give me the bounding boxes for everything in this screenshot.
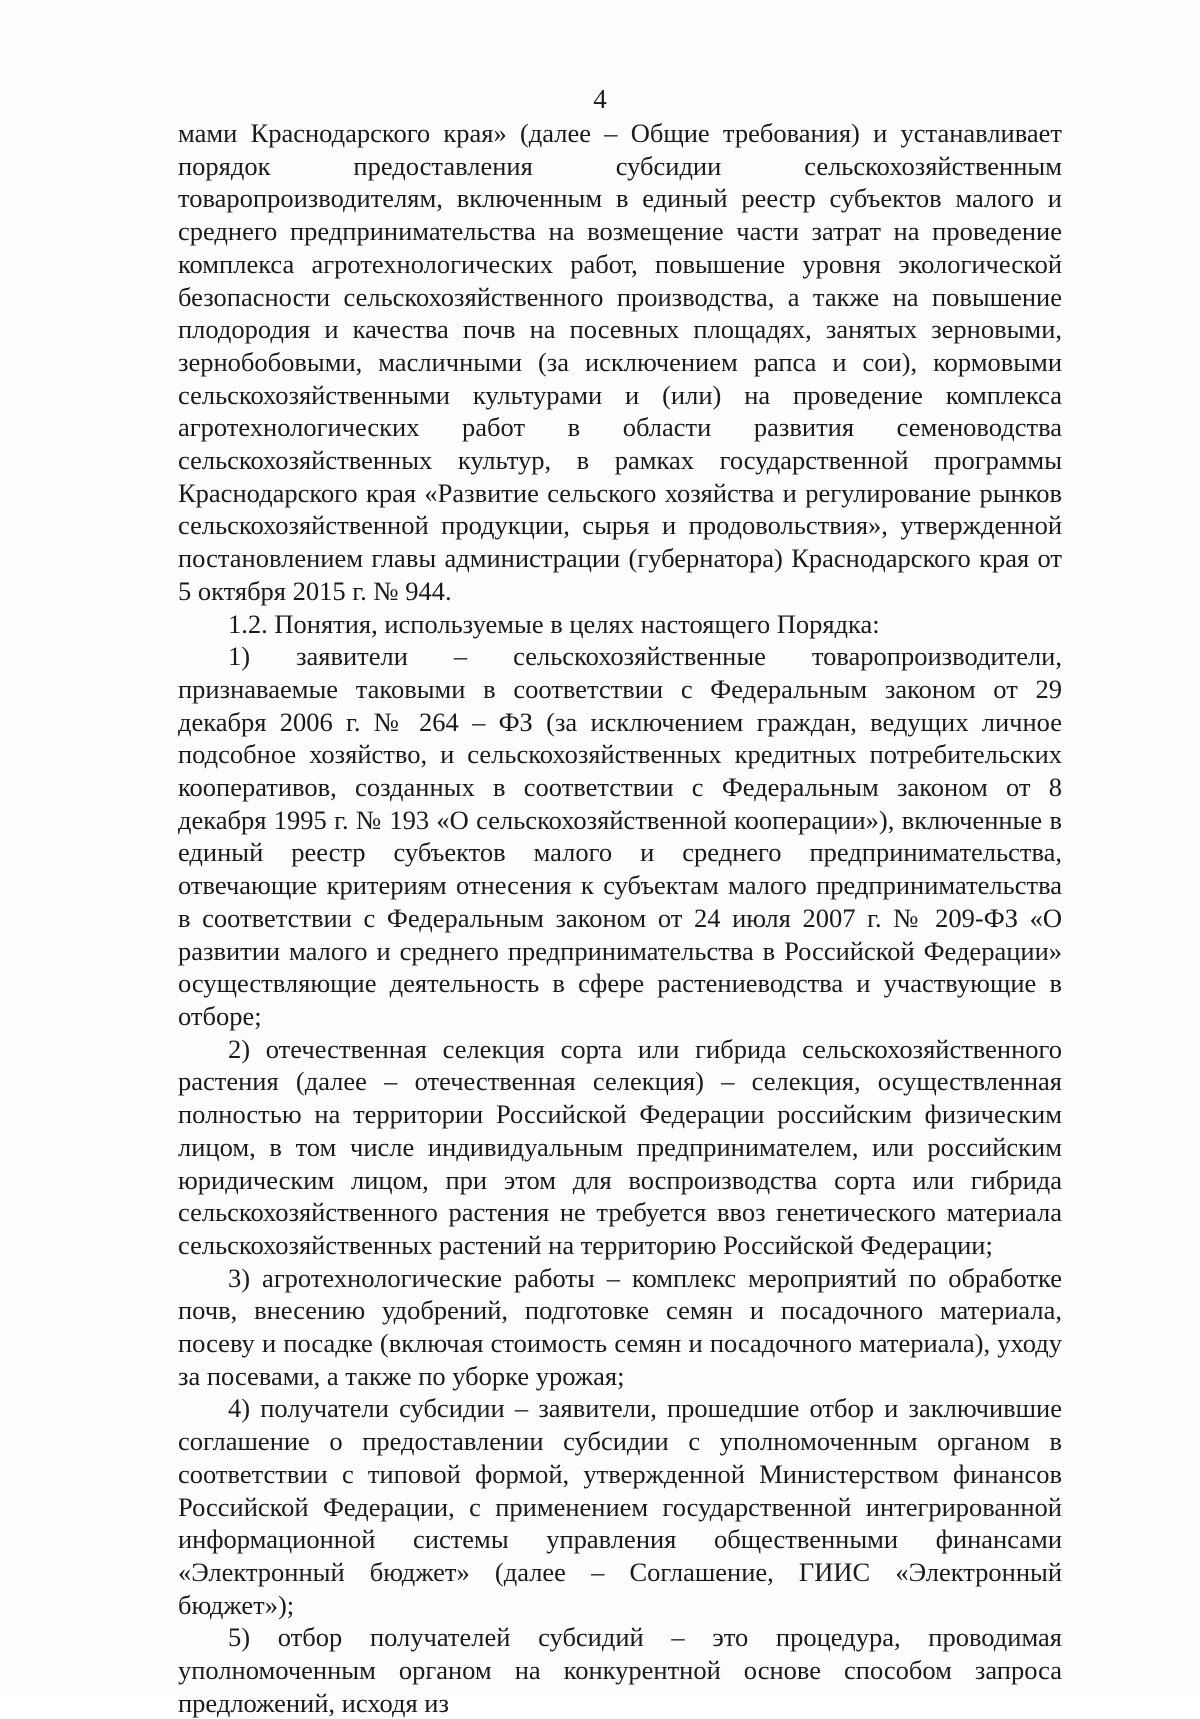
paragraph-item-3: 3) агротехнологические работы – комплекс мероприятий по обработке почв, внесению удобрений, подготовке семян и посадочного материала, посеву и посадке (включая стоимость семян и посадочного материала), уходу за посевами, а также по уборке урожая; <box>178 1262 1062 1391</box>
paragraph-continuation: мами Краснодарского края» (далее – Общие требования) и устанавливает порядок предоставления субсидии сельскохозяйственным товаропроизводителям, включенным в единый реестр субъектов малого и среднего предпринимательства на возмещение части затрат на проведение комплекса агротехнологических работ, повышение уровня экологической безопасности сельскохозяйственного производства, а также на повышение плодородия и качества почв на посевных площадях, занятых зерновыми, зернобобовыми, масличными (за исключением рапса и сои), кормовыми сельскохозяйственными культурами и (или) на проведение комплекса агротехнологических работ в области развития семеноводства сельскохозяйственных культур, в рамках государственной программы Краснодарского края «Развитие сельского хозяйства и регулирование рынков сельскохозяйственной продукции, сырья и продовольствия», утвержденной постановлением главы администрации (губернатора) Краснодарского края от 5 октября 2015 г. № 944. <box>178 118 1062 606</box>
document-body <box>178 117 1062 1719</box>
paragraph-item-4: 4) получатели субсидии – заявители, прошедшие отбор и заключившие соглашение о предоставлении субсидии с уполномоченным органом в соответствии с типовой формой, утвержденной Министерством финансов Российской Федерации, с применением государственной интегрированной информационной системы управления общественными финансами «Электронный бюджет» (далее – Соглашение, ГИИС «Электронный бюджет»); <box>178 1393 1062 1620</box>
paragraph-item-1: 1) заявители – сельскохозяйственные товаропроизводители, признаваемые таковыми в соответствии с Федеральным законом от 29 декабря 2006 г. № 264 – ФЗ (за исключением граждан, ведущих личное подсобное хозяйство, и сельскохозяйственных кредитных потребительских кооперативов, созданных в соответствии с Федеральным законом от 8 декабря 1995 г. № 193 «О сельскохозяйственной кооперации»), включенные в единый реестр субъектов малого и среднего предпринимательства, отвечающие критериям отнесения к субъектам малого предпринимательства в соответствии с Федеральным законом от 24 июля 2007 г. № 209-ФЗ «О развитии малого и среднего предпринимательства в Российской Федерации» осуществляющие деятельность в сфере растениеводства и участвующие в отборе; <box>178 641 1062 1031</box>
page-number: 4 <box>593 84 607 114</box>
paragraph-section-1-2: 1.2. Понятия, используемые в целях настоящего Порядка: <box>228 608 880 639</box>
paragraph-item-5: 5) отбор получателей субсидий – это процедура, проводимая уполномоченным органом на конкурентной основе способом запроса предложений, исходя из <box>178 1622 1062 1718</box>
paragraph-item-2: 2) отечественная селекция сорта или гибрида сельскохозяйственного растения (далее – отечественная селекция) – селекция, осуществленная полностью на территории Российской Федерации российским физическим лицом, в том числе индивидуальным предпринимателем, или российским юридическим лицом, при этом для воспроизводства сорта или гибрида сельскохозяйственного растения не требуется ввоз генетического материала сельскохозяйственных растений на территорию Российской Федерации; <box>178 1033 1062 1260</box>
